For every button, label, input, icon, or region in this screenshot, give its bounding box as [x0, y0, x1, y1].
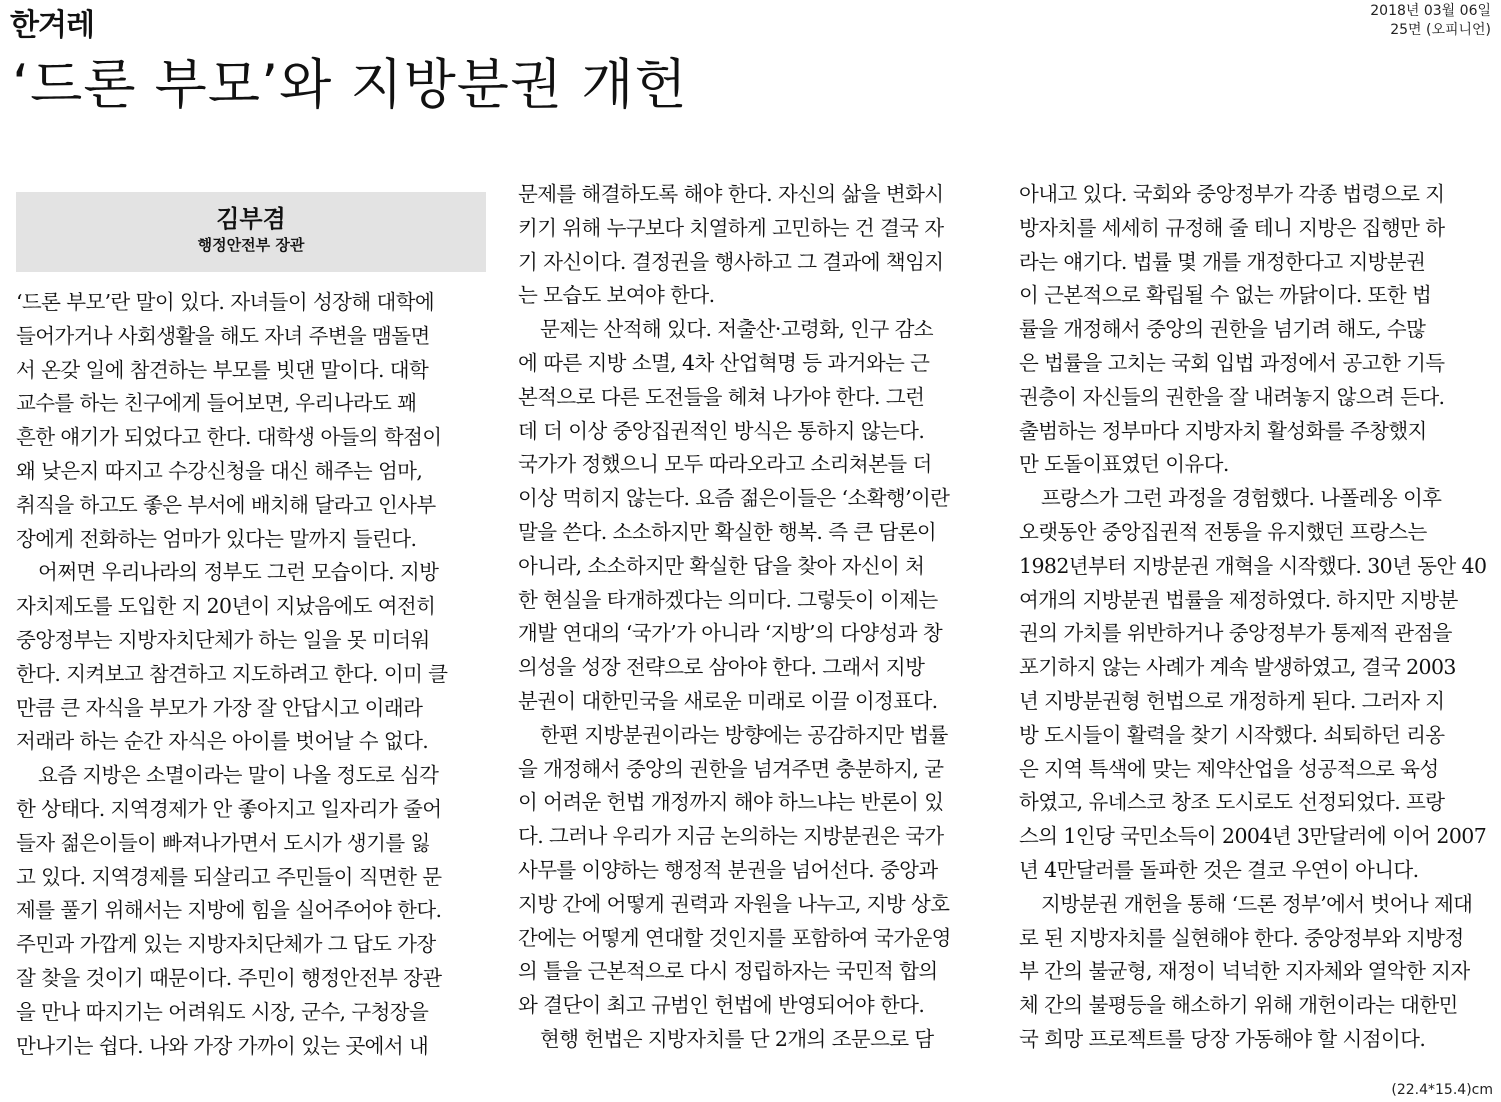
text-line: 와 결단이 최고 규범인 헌법에 반영되어야 한다. [518, 993, 925, 1018]
text-line: 는 모습도 보여야 한다. [518, 283, 715, 308]
column-1-text [16, 286, 486, 1063]
text-line: 은 지역 특색에 맞는 제약산업을 성공적으로 육성 [1019, 756, 1439, 781]
text-line: 분권이 대한민국을 새로운 미래로 이끌 이정표다. [518, 688, 938, 713]
text-line: 말을 쓴다. 소소하지만 확실한 행복. 즉 큰 담론이 [518, 519, 937, 544]
text-line: 포기하지 않는 사례가 계속 발생하였고, 결국 2003 [1019, 655, 1456, 680]
text-line: 왜 낮은지 따지고 수강신청을 대신 해주는 엄마, [16, 458, 423, 483]
text-line: 제를 풀기 위해서는 지방에 힘을 실어주어야 한다. [16, 898, 442, 923]
text-line: 이 어려운 헌법 개정까지 해야 하느냐는 반론이 있 [518, 790, 944, 815]
column-3-text [1019, 178, 1489, 1057]
text-line: 프랑스가 그런 과정을 경험했다. 나폴레옹 이후 [1041, 486, 1442, 511]
author-title: 행정안전부 장관 [197, 236, 305, 254]
text-line: 의성을 성장 전략으로 삼아야 한다. 그래서 지방 [518, 655, 925, 680]
text-line: 에 따른 지방 소멸, 4차 산업혁명 등 과거와는 근 [518, 350, 930, 375]
text-line: 키기 위해 누구보다 치열하게 고민하는 건 결국 자 [518, 215, 944, 240]
text-line: 체 간의 불평등을 해소하기 위해 개헌이라는 대한민 [1019, 993, 1458, 1018]
text-line: 아니라, 소소하지만 확실한 답을 찾아 자신이 처 [518, 553, 925, 578]
text-line: 문제는 산적해 있다. 저출산·고령화, 인구 감소 [540, 317, 933, 342]
text-line: 간에는 어떻게 연대할 것인지를 포함하여 국가운영 [518, 925, 951, 950]
text-line: 스의 1인당 국민소득이 2004년 3만달러에 이어 2007 [1019, 824, 1487, 849]
text-line: 출범하는 정부마다 지방자치 활성화를 주창했지 [1019, 418, 1427, 443]
text-line: 년 지방분권형 헌법으로 개정하게 된다. 그러자 지 [1019, 688, 1445, 713]
text-line: 하였고, 유네스코 창조 도시로도 선정되었다. 프랑 [1019, 790, 1445, 815]
text-line: 지방분권 개헌을 통해 ‘드론 정부’에서 벗어나 제대 [1041, 891, 1473, 916]
text-line: 자치제도를 도입한 지 20년이 지났음에도 여전히 [16, 594, 436, 619]
text-line: 잘 찾을 것이기 때문이다. 주민이 행정안전부 장관 [16, 965, 442, 990]
text-line: 교수를 하는 친구에게 들어보면, 우리나라도 꽤 [16, 391, 417, 416]
text-line: 개발 연대의 ‘국가’가 아니라 ‘지방’의 다양성과 창 [518, 621, 943, 646]
text-line: 을 만나 따지기는 어려워도 시장, 군수, 구청장을 [16, 999, 429, 1024]
text-line: 들자 젊은이들이 빠져나가면서 도시가 생기를 잃 [16, 830, 430, 855]
text-line: 지방 간에 어떻게 권력과 자원을 나누고, 지방 상호 [518, 891, 950, 916]
text-line: 다. 그러나 우리가 지금 논의하는 지방분권은 국가 [518, 824, 944, 849]
text-line: 사무를 이양하는 행정적 분권을 넘어선다. 중앙과 [518, 857, 938, 882]
text-line: 현행 헌법은 지방자치를 단 2개의 조문으로 담 [540, 1026, 934, 1051]
text-line: 만 도돌이표였던 이유다. [1019, 452, 1229, 477]
page-title: ‘드론 부모’와 지방분권 개헌 [12, 53, 688, 116]
text-line: 라는 얘기다. 법률 몇 개를 개정한다고 지방분권 [1019, 249, 1426, 274]
text-line: 권층이 자신들의 권한을 잘 내려놓지 않으려 든다. [1019, 384, 1445, 409]
text-line: 오랫동안 중앙집권적 전통을 유지했던 프랑스는 [1019, 519, 1427, 544]
text-line: 1982년부터 지방분권 개혁을 시작했다. 30년 동안 40 [1019, 553, 1487, 578]
article-size: (22.4*15.4)cm [1391, 1082, 1493, 1098]
text-line: 이상 먹히지 않는다. 요즘 젊은이들은 ‘소확행’이란 [518, 486, 950, 511]
text-line: 의 틀을 근본적으로 다시 정립하자는 국민적 합의 [518, 959, 938, 984]
text-line: 기 자신이다. 결정권을 행사하고 그 결과에 책임지 [518, 249, 944, 274]
text-line: 중앙정부는 지방자치단체가 하는 일을 못 미더워 [16, 627, 430, 652]
text-line: 고 있다. 지역경제를 되살리고 주민들이 직면한 문 [16, 864, 442, 889]
masthead-logo: 한겨레 [10, 8, 94, 43]
text-line: 로 된 지방자치를 실현해야 한다. 중앙정부와 지방정 [1019, 925, 1464, 950]
text-line: 국가가 정했으니 모두 따라오라고 소리쳐본들 더 [518, 452, 932, 477]
text-line: 장에게 전화하는 엄마가 있다는 말까지 들린다. [16, 526, 417, 551]
text-line: 아내고 있다. 국회와 중앙정부가 각종 법령으로 지 [1019, 182, 1445, 206]
text-line: 권의 가치를 위반하거나 중앙정부가 통제적 관점을 [1019, 621, 1452, 646]
text-line: 한 상태다. 지역경제가 안 좋아지고 일자리가 줄어 [16, 796, 442, 821]
text-line: 취직을 하고도 좋은 부서에 배치해 달라고 인사부 [16, 492, 436, 517]
publication-meta [1370, 2, 1491, 40]
text-line: 부 간의 불균형, 재정이 넉넉한 지자체와 열악한 지자 [1019, 959, 1470, 984]
text-line: 만큼 큰 자식을 부모가 가장 잘 안답시고 이래라 [16, 695, 423, 720]
text-line: 한다. 지켜보고 참견하고 지도하려고 한다. 이미 클 [16, 661, 448, 686]
byline-box [16, 192, 486, 272]
text-line: 여개의 지방분권 법률을 제정하였다. 하지만 지방분 [1019, 587, 1458, 612]
text-line: 한편 지방분권이라는 방향에는 공감하지만 법률 [540, 722, 948, 747]
text-line: 문제를 해결하도록 해야 한다. 자신의 삶을 변화시 [518, 182, 944, 206]
text-line: 년 4만달러를 돌파한 것은 결코 우연이 아니다. [1019, 857, 1419, 882]
column-2-text [518, 178, 988, 1057]
text-line: 률을 개정해서 중앙의 권한을 넘기려 해도, 수많 [1019, 317, 1426, 342]
text-line: 주민과 가깝게 있는 지방자치단체가 그 답도 가장 [16, 932, 436, 957]
column-1 [16, 178, 486, 1063]
text-line: 어쩌면 우리나라의 정부도 그런 모습이다. 지방 [38, 560, 439, 585]
text-line: 요즘 지방은 소멸이라는 말이 나올 정도로 심각 [38, 763, 439, 788]
text-line: 서 온갖 일에 참견하는 부모를 빗댄 말이다. 대학 [16, 357, 429, 382]
text-line: 이 근본적으로 확립될 수 없는 까닭이다. 또한 법 [1019, 283, 1432, 308]
column-2 [518, 178, 988, 1057]
text-line: 은 법률을 고치는 국회 입법 과정에서 공고한 기득 [1019, 350, 1445, 375]
text-line: 한 현실을 타개하겠다는 의미다. 그렇듯이 이제는 [518, 587, 938, 612]
text-line: 을 개정해서 중앙의 권한을 넘겨주면 충분하지, 굳 [518, 756, 944, 781]
text-line: 국 희망 프로젝트를 당장 가동해야 할 시점이다. [1019, 1026, 1426, 1051]
text-line: 들어가거나 사회생활을 해도 자녀 주변을 맴돌면 [16, 323, 430, 348]
column-3 [1019, 178, 1489, 1057]
text-line: 방자치를 세세히 규정해 줄 테니 지방은 집행만 하 [1019, 215, 1445, 240]
publication-date: 2018년 03월 06일 [1370, 3, 1491, 19]
text-line: 방 도시들이 활력을 찾기 시작했다. 쇠퇴하던 리옹 [1019, 722, 1445, 747]
text-line: 저래라 하는 순간 자식은 아이를 벗어날 수 없다. [16, 729, 429, 754]
text-line: 흔한 얘기가 되었다고 한다. 대학생 아들의 학점이 [16, 425, 442, 450]
author-name: 김부겸 [216, 205, 286, 233]
text-line: ‘드론 부모’란 말이 있다. 자녀들이 성장해 대학에 [16, 290, 435, 314]
text-line: 본적으로 다른 도전들을 헤쳐 나가야 한다. 그런 [518, 384, 925, 409]
page-section: 25면 (오피니언) [1390, 22, 1491, 38]
text-line: 만나기는 쉽다. 나와 가장 가까이 있는 곳에서 내 [16, 1033, 429, 1058]
text-line: 데 더 이상 중앙집권적인 방식은 통하지 않는다. [518, 418, 925, 443]
